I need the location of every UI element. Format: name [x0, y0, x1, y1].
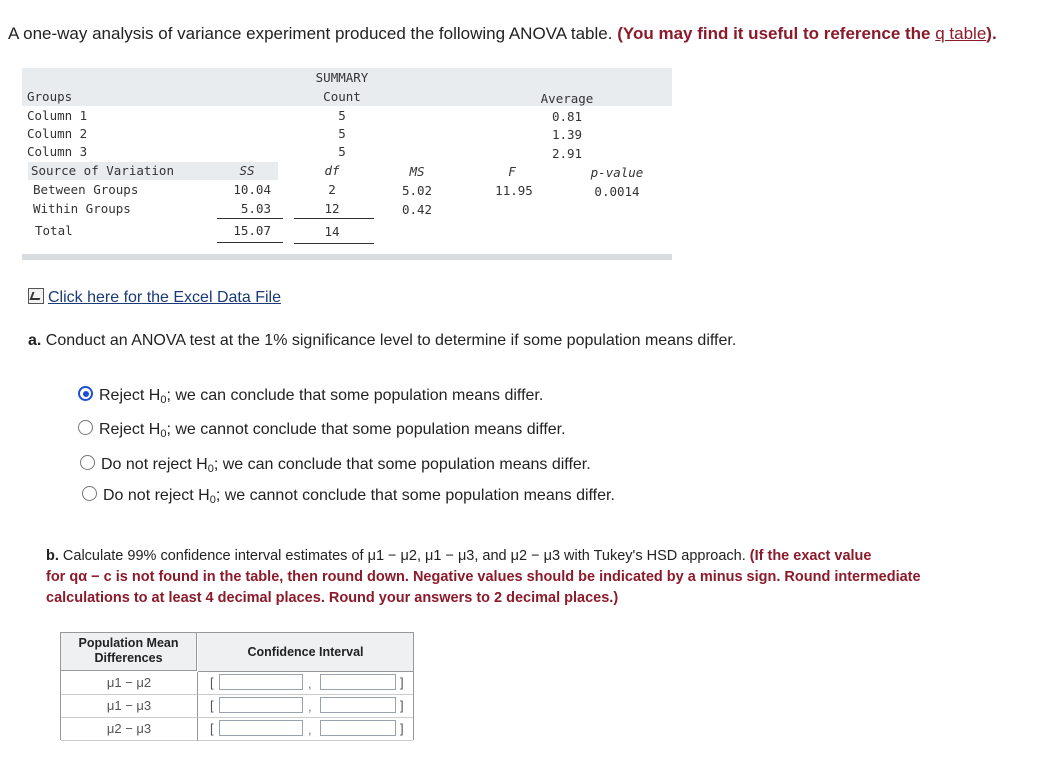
group-average: 1.39 [551, 127, 583, 142]
group-count: 5 [338, 108, 346, 123]
f-header: F [508, 164, 516, 179]
option-subscript: 0 [160, 428, 167, 440]
ci-row [198, 718, 413, 741]
part-a-label: a. [28, 332, 42, 349]
row-ss: 15.07 [233, 223, 271, 238]
groups-header: Groups [27, 89, 73, 104]
separator: , [308, 699, 312, 714]
option-not-reject-cannot[interactable] [82, 486, 615, 506]
option-not-reject-can[interactable] [80, 455, 591, 475]
part-a-question [28, 332, 736, 350]
average-header: Average [540, 91, 594, 106]
close-bracket: ] [400, 721, 404, 736]
part-b-question [46, 546, 1026, 609]
part-a-text: Conduct an ANOVA test at the 1% significance level to determine if some population means differ. [45, 332, 737, 349]
option-subscript: 0 [207, 463, 214, 475]
part-b-text-1: Calculate 99% confidence interval estimates of [62, 548, 368, 564]
ss-divider [217, 218, 283, 219]
group-name: Column 1 [27, 108, 88, 123]
ss-header: SS [239, 163, 255, 178]
group-name: Column 3 [27, 144, 88, 159]
open-bracket: [ [210, 675, 214, 690]
group-count: 5 [338, 144, 346, 159]
option-text: ; we cannot conclude that some population means differ. [215, 487, 615, 504]
option-text: ; we cannot conclude that some population means differ. [166, 421, 566, 438]
intro-hint: (You may find it useful to reference the q table). [617, 24, 997, 43]
row-source: Within Groups [33, 201, 131, 216]
radio-icon[interactable] [78, 420, 93, 435]
part-b-instructions-3: calculations to at least 4 decimal places. Round your answers to 2 decimal places.) [46, 590, 619, 606]
bottom-band [22, 254, 672, 260]
excel-link-label: Click here for the Excel Data File [48, 289, 281, 306]
option-subscript: 0 [209, 494, 216, 506]
excel-data-link[interactable] [28, 288, 281, 307]
ci-upper-input[interactable] [320, 674, 396, 690]
row-df: 14 [324, 224, 340, 239]
row-df: 2 [328, 182, 336, 197]
radio-icon[interactable] [80, 455, 95, 470]
part-b-text-2: with Tukey's HSD approach. [560, 548, 746, 564]
ci-header-left: Population Mean Differences [61, 633, 197, 671]
option-text: ; we can conclude that some population means differ. [213, 456, 591, 473]
row-p-value: 0.0014 [594, 184, 640, 199]
ci-row [198, 672, 413, 695]
ci-row-label: μ1 − μ3 [61, 695, 198, 718]
count-header: Count [323, 89, 361, 104]
ms-header: MS [409, 164, 425, 179]
close-bracket: ] [400, 698, 404, 713]
df-divider [294, 218, 374, 219]
option-reject-can[interactable] [78, 386, 543, 406]
ci-lower-input[interactable] [219, 697, 303, 713]
ci-table [60, 632, 414, 740]
ci-upper-input[interactable] [320, 697, 396, 713]
ci-lower-input[interactable] [219, 674, 303, 690]
option-reject-cannot[interactable] [78, 420, 566, 440]
row-source: Total [35, 223, 73, 238]
df-total-divider [294, 243, 374, 244]
open-bracket: [ [210, 698, 214, 713]
option-text: ; we can conclude that some population means differ. [166, 387, 544, 404]
row-df: 12 [324, 201, 340, 216]
row-ms: 5.02 [401, 183, 433, 198]
part-b-instructions-2: for qα − c is not found in the table, then round down. Negative values should be indicated by a minus sign. Round intermediate [46, 569, 921, 585]
option-subscript: 0 [160, 394, 167, 406]
p-value-header: p-value [590, 165, 644, 180]
group-average: 0.81 [551, 109, 583, 124]
ci-upper-input[interactable] [320, 720, 396, 736]
part-b-instructions-1: (If the exact value [749, 548, 872, 564]
anova-table [22, 68, 672, 260]
close-bracket: ] [400, 675, 404, 690]
separator: , [308, 676, 312, 691]
q-table-link[interactable]: q table [935, 24, 987, 43]
ci-row-label: μ2 − μ3 [61, 718, 198, 741]
radio-icon[interactable] [82, 486, 97, 501]
row-f: 11.95 [495, 183, 533, 198]
df-header: df [324, 163, 340, 178]
summary-label: SUMMARY [315, 70, 369, 85]
radio-selected-icon[interactable] [78, 386, 93, 401]
ss-total-divider [217, 242, 283, 243]
row-ss: 5.03 [240, 201, 271, 216]
intro-text [8, 24, 997, 44]
group-name: Column 2 [27, 126, 88, 141]
option-text: Do not reject H [101, 456, 208, 473]
row-ms: 0.42 [401, 202, 433, 217]
ci-row [198, 695, 413, 718]
part-b-pairs: μ1 − μ2, μ1 − μ3, and μ2 − μ3 [367, 548, 561, 564]
row-source: Between Groups [33, 182, 139, 197]
row-ss: 10.04 [233, 182, 271, 197]
ci-row-label: μ1 − μ2 [61, 672, 198, 695]
group-average: 2.91 [551, 146, 583, 161]
option-text: Reject H [99, 387, 161, 404]
source-header: Source of Variation [31, 163, 174, 178]
intro-statement: A one-way analysis of variance experiment produced the following ANOVA table. [8, 24, 613, 43]
option-text: Do not reject H [103, 487, 210, 504]
option-text: Reject H [99, 421, 161, 438]
excel-file-icon [28, 288, 44, 304]
part-b-label: b. [46, 548, 59, 564]
group-count: 5 [338, 126, 346, 141]
separator: , [308, 722, 312, 737]
ci-header-right: Confidence Interval [198, 633, 413, 672]
open-bracket: [ [210, 721, 214, 736]
ci-lower-input[interactable] [219, 720, 303, 736]
